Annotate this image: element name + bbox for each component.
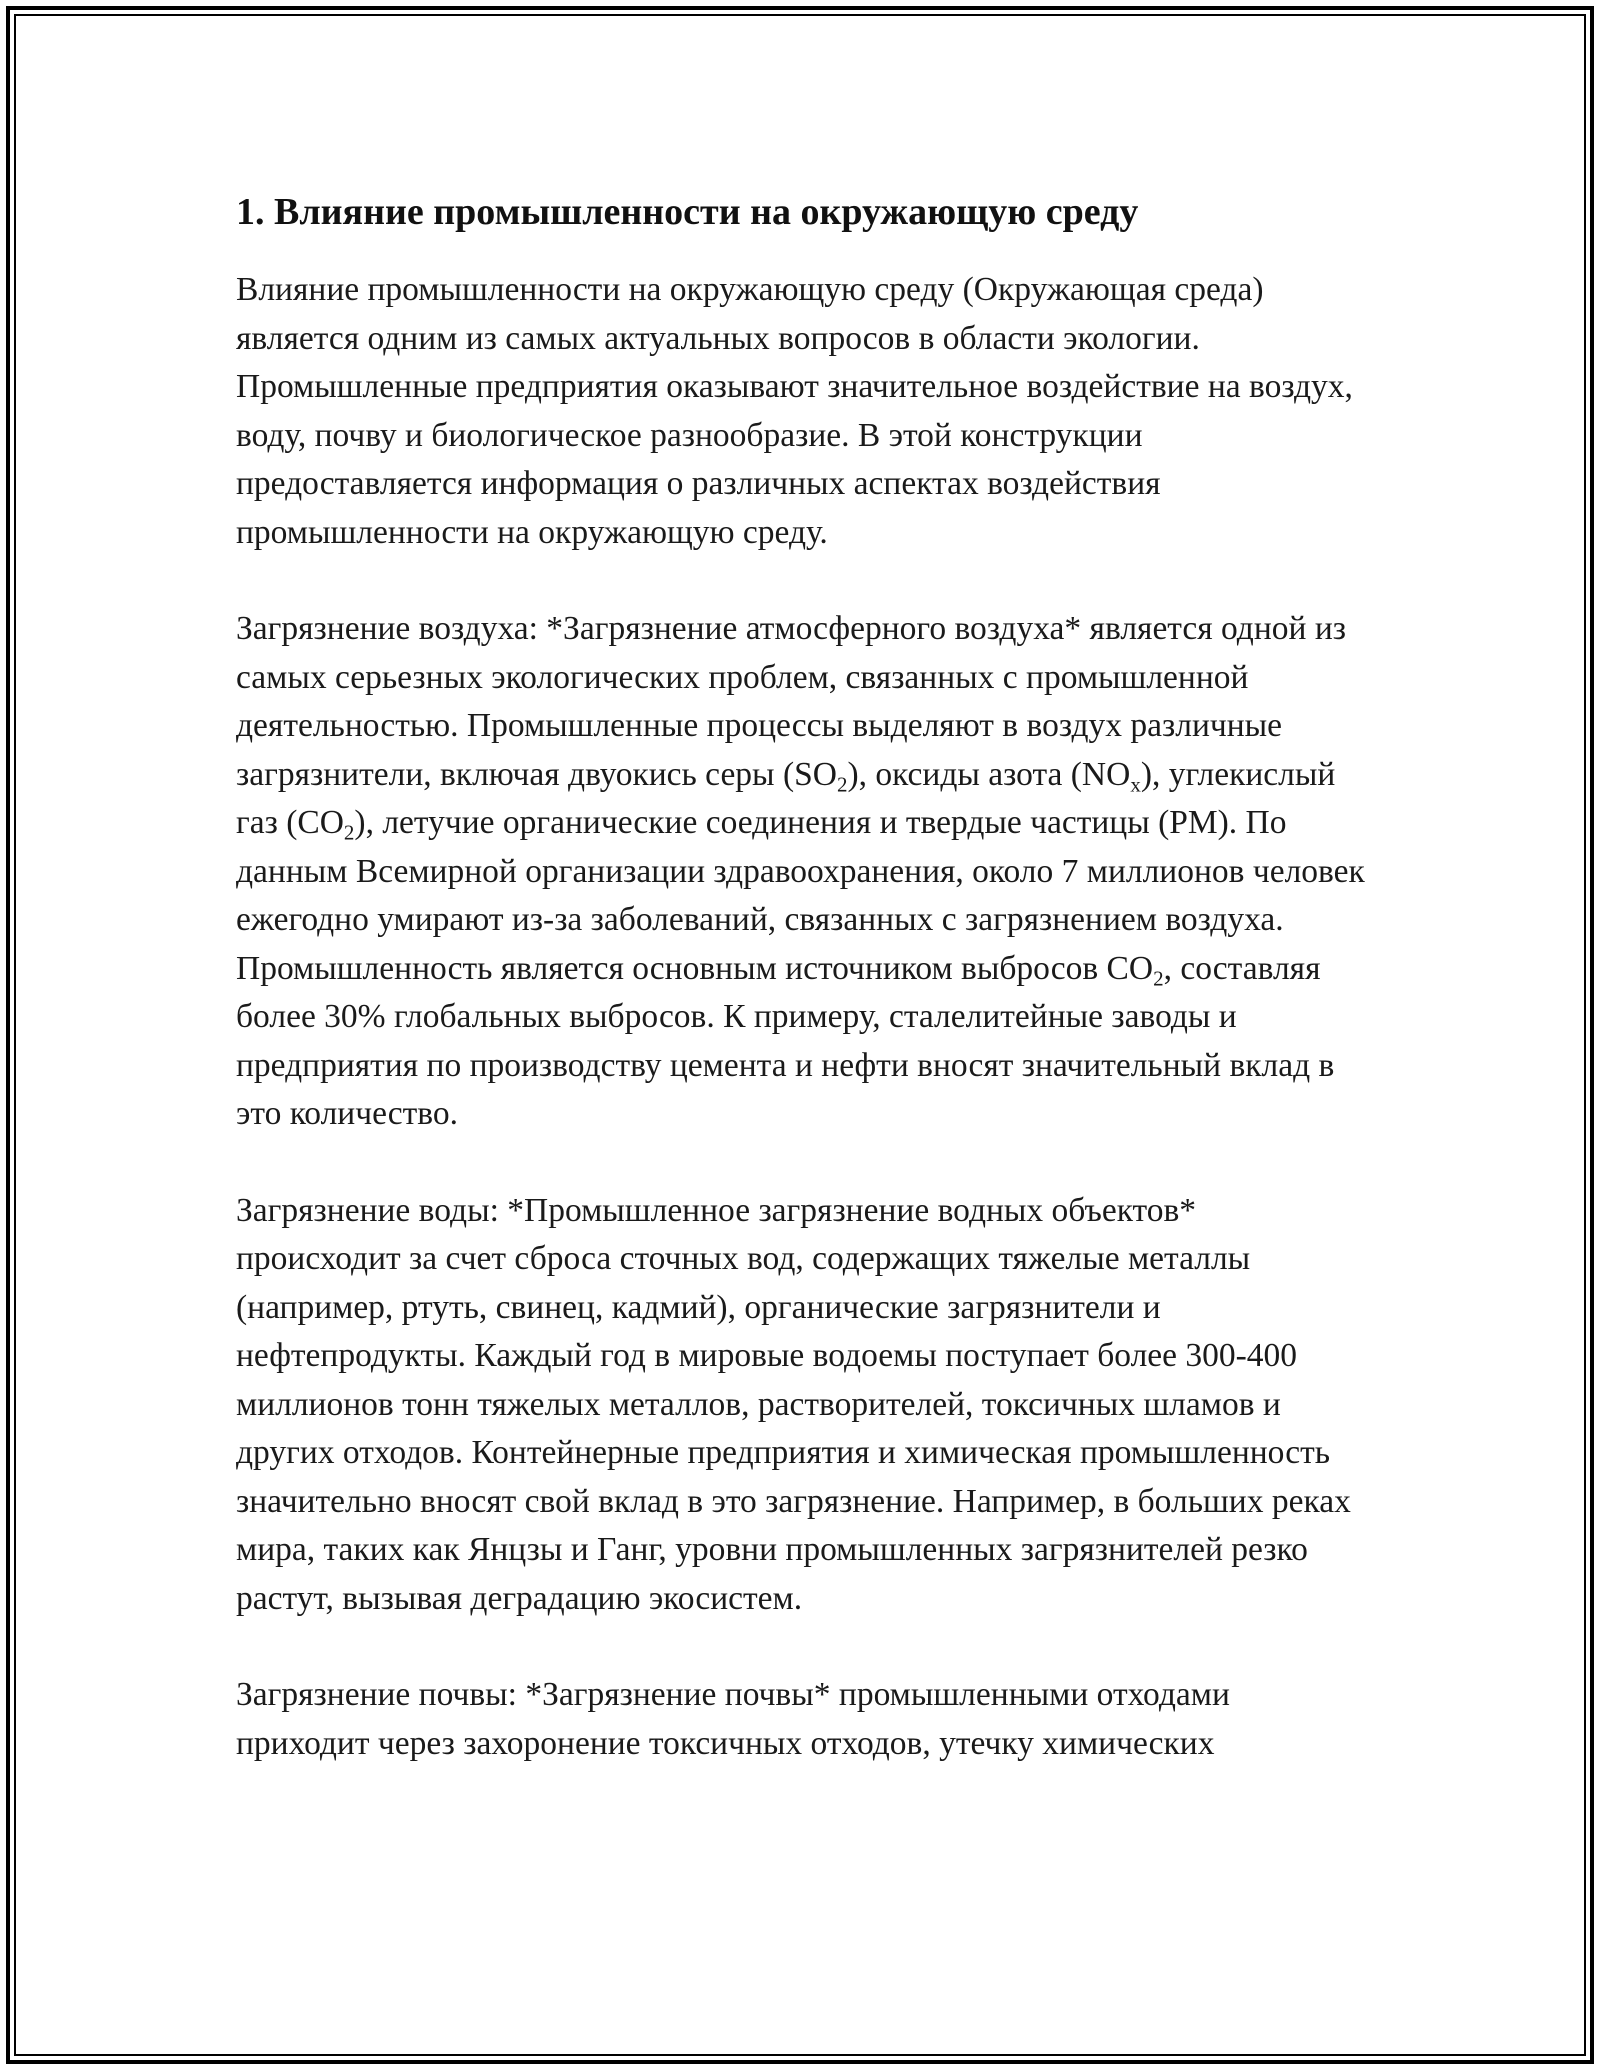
co2-subscript-2: 2 [1153, 965, 1164, 990]
air-text-3: ), углекислый газ (CO [236, 755, 1336, 841]
section-heading: 1. Влияние промышленности на окружающую среду [236, 191, 1139, 233]
soil-pollution-paragraph: Загрязнение почвы: *Загрязнение почвы* промышленными отходами приходит через захоронение токсичных отходов, утечку химических [236, 1676, 1230, 1762]
co2-subscript: 2 [343, 820, 355, 845]
nox-subscript: x [1130, 771, 1141, 796]
intro-paragraph: Влияние промышленности на окружающую среду (Окружающая среда) является одним из самых актуальных вопросов в области экологии. Промышленные предприятия оказывают значительное воздействие на воздух, воду, почву и биологическое разнообразие. В этой конструкции предоставляется информация о различных аспектах воздействия промышленности на окружающую среду. [236, 271, 1353, 551]
air-text-5: , составляя более 30% глобальных выбросов. К примеру, сталелитейные заводы и предприятия по производству цемента и нефти вносят значительный вклад в это количество. [236, 949, 1335, 1132]
so2-subscript: 2 [836, 771, 848, 796]
water-pollution-paragraph: Загрязнение воды: *Промышленное загрязнение водных объектов* происходит за счет сброса сточных вод, содержащих тяжелые металлы (например, ртуть, свинец, кадмий), органические загрязнители и нефтепродукты. Каждый год в мировые водоемы поступает более 300-400 миллионов тонн тяжелых металлов, растворителей, токсичных шламов и других отходов. Контейнерные предприятия и химическая промышленность значительно вносят свой вклад в это загрязнение. Например, в больших реках мира, таких как Янцзы и Ганг, уровни промышленных загрязнителей резко растут, вызывая деградацию экосистем. [236, 1191, 1351, 1617]
document-body [236, 184, 1366, 1816]
air-pollution-paragraph [236, 605, 1366, 1139]
air-text-1: Загрязнение воздуха: *Загрязнение атмосферного воздуха* является одной из самых серьезных экологических проблем, связанных с промышленной деятельностью. Промышленные процессы выделяют в воздух различные загрязнители, включая двуокись серы (SO [236, 610, 1346, 793]
air-text-4: ), летучие органические соединения и твердые частицы (PM). По данным Всемирной организации здравоохранения, около 7 миллионов человек ежегодно умирают из-за заболеваний, связанных с загрязнением воздуха. Промышленность является основным источником выбросов CO [236, 804, 1365, 987]
air-text-2: ), оксиды азота (NO [847, 755, 1131, 793]
